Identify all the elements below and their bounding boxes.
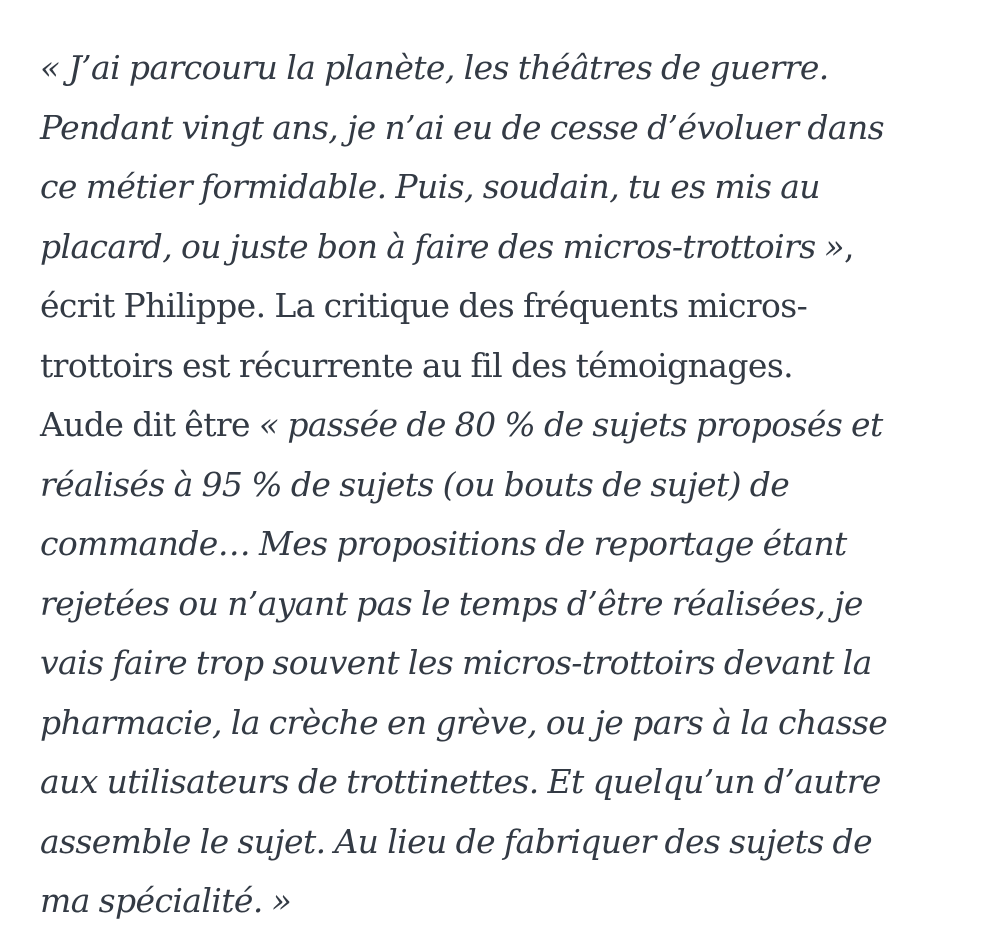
text-line bbox=[40, 812, 960, 872]
text-line bbox=[40, 514, 960, 574]
quote-text: ma spécialité. » bbox=[40, 881, 292, 920]
text-line bbox=[40, 276, 960, 336]
body-text: trottoirs est récurrente au fil des témoignages. bbox=[40, 345, 794, 385]
text-line bbox=[40, 336, 960, 396]
text-line bbox=[40, 38, 960, 98]
body-text: Aude dit être bbox=[40, 405, 259, 444]
text-line bbox=[40, 217, 960, 277]
text-line bbox=[40, 633, 960, 693]
text-line bbox=[40, 871, 960, 931]
quote-text: « J’ai parcouru la planète, les théâtres de guerre. bbox=[40, 48, 829, 87]
text-line bbox=[40, 98, 960, 158]
body-text: écrit Philippe. La critique des fréquents micros- bbox=[40, 286, 808, 325]
quote-text: réalisés à 95 % de sujets (ou bouts de sujet) de bbox=[40, 464, 790, 504]
text-line bbox=[40, 752, 960, 812]
text-line bbox=[40, 455, 960, 515]
text-line bbox=[40, 693, 960, 753]
quote-text: « passée de 80 % de sujets proposés et bbox=[258, 405, 883, 444]
text-line bbox=[40, 395, 960, 455]
quote-text: aux utilisateurs de trottinettes. Et quelqu’un d’autre bbox=[40, 762, 881, 801]
quote-text: ce métier formidable. Puis, soudain, tu es mis au bbox=[40, 167, 820, 206]
quote-text: commande… Mes propositions de reportage étant bbox=[40, 524, 847, 563]
text-line bbox=[40, 157, 960, 217]
quote-text: Pendant vingt ans, je n’ai eu de cesse d’évoluer dans bbox=[40, 107, 884, 147]
text-line bbox=[40, 574, 960, 634]
body-text: , bbox=[844, 226, 854, 266]
quote-text: rejetées ou n’ayant pas le temps d’être réalisées, je bbox=[40, 583, 863, 623]
quote-text: pharmacie, la crèche en grève, ou je pars à la chasse bbox=[40, 702, 888, 742]
quote-text: assemble le sujet. Au lieu de fabriquer des sujets de bbox=[40, 821, 873, 861]
quote-text: vais faire trop souvent les micros-trottoirs devant la bbox=[40, 643, 872, 682]
article-paragraph bbox=[40, 38, 960, 931]
quote-text: placard, ou juste bon à faire des micros-trottoirs » bbox=[40, 226, 845, 266]
